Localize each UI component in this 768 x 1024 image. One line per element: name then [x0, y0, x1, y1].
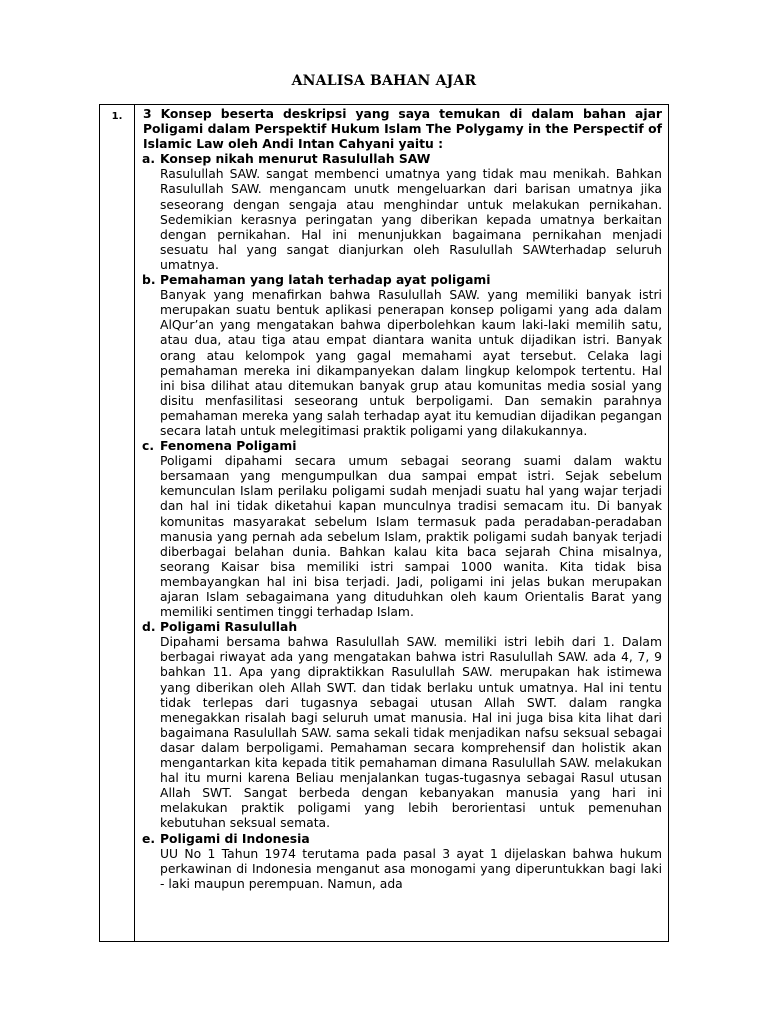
section-heading: Poligami di Indonesia: [160, 831, 310, 846]
section-body: Rasulullah SAW. sangat membenci umatnya yang tidak mau menikah. Bahkan Rasulullah SAW. mengancam unutk mengeluarkan dari barisan umatnya jika seseorang dengan sengaja atau menghindar untuk melakukan pernikahan. Sedemikian kerasnya peringatan yang diberikan kepada umatnya berkaitan dengan pernikahan. Hal ini menunjukkan bagaimana pernikahan menjadi sesuatu hal yang sangat dianjurkan oleh Rasulullah SAWterhadap seluruh umatnya.: [160, 167, 662, 272]
section-body: Dipahami bersama bahwa Rasulullah SAW. memiliki istri lebih dari 1. Dalam berbagai riwayat ada yang mengatakan bahwa istri Rasulullah SAW. ada 4, 7, 9 bahkan 11. Apa yang dipraktikkan Rasulullah SAW. merupakan hak istimewa yang diberikan oleh Allah SWT. dan tidak berlaku untuk umatnya. Hal ini tentu tidak terlepas dari tugasnya sebagai utusan Allah SWT. dalam rangka menegakkan risalah bagi seluruh umat manusia. Hal ini juga bisa kita lihat dari bagaimana Rasulullah SAW. sama sekali tidak menjadikan nafsu seksual sebagai dasar dalam berpoligami. Pemahaman secara komprehensif dan holistik akan mengantarkan kita kepada titik pemahaman dimana Rasulullah SAW. melakukan hal itu murni karena Beliau menjalankan tugas-tugasnya sebagai Rasul utusan Allah SWT. Sangat berbeda dengan kebanyakan manusia yang hari ini melakukan praktik poligami yang lebih berorientasi untuk pemenuhan kebutuhan seksual semata.: [160, 635, 662, 831]
section-body: UU No 1 Tahun 1974 terutama pada pasal 3 ayat 1 dijelaskan bahwa hukum perkawinan di Indonesia menganut asa monogami yang diperuntukkan bagi laki - laki maupun perempuan. Namun, ada: [160, 846, 662, 891]
section-body: Poligami dipahami secara umum sebagai seorang suami dalam waktu bersamaan yang mengumpulkan dua sampai empat istri. Sejak sebelum kemunculan Islam perilaku poligami sudah menjadi suatu hal yang wajar terjadi dan hal ini tidak diketahui kapan munculnya tradisi semacam itu. Di banyak komunitas masyarakat sebelum Islam termasuk pada peradaban-peradaban manusia yang pernah ada sebelum Islam, praktik poligami sudah banyak terjadi diberbagai belahan dunia. Bahkan kalau kita baca sejarah China misalnya, seorang Kaisar bisa memiliki istri sampai 1000 wanita. Kita tidak bisa membayangkan hal ini bisa terjadi. Jadi, poligami ini jelas bukan merupakan ajaran Islam sebagaimana yang dituduhkan oleh kaum Orientalis Barat yang memiliki sentimen tinggi terhadap Islam.: [160, 454, 662, 620]
section-label: b.: [142, 273, 156, 288]
section-label: a.: [142, 152, 156, 167]
document-title: ANALISA BAHAN AJAR: [291, 73, 477, 89]
section-b: [143, 273, 662, 439]
section-body: Banyak yang menafirkan bahwa Rasulullah SAW. yang memiliki banyak istri merupakan suatu bentuk aplikasi penerapan konsep poligami yang ada dalam AlQur’an yang mengatakan bahwa diperbolehkan kaum laki-laki memilih satu, atau dua, atau tiga atau empat diantara wanita untuk dijadikan istri. Banyak orang atau kelompok yang gagal memahami ayat tersebut. Celaka lagi pemahaman mereka ini dikampanyekan dalam lingkup kelompok tertentu. Hal ini bisa dilihat atau ditemukan banyak grup atau komunitas media sosial yang disitu menfasilitasi seseorang untuk berpoligami. Dan semakin parahnya pemahaman mereka yang salah terhadap ayat itu kemudian dijadikan pegangan secara latah untuk melegitimasi praktik poligami yang dilakukannya.: [160, 288, 662, 438]
row-number: 1.: [111, 111, 123, 122]
section-a: [143, 152, 662, 273]
row-content: [143, 107, 662, 892]
section-d: [143, 620, 662, 831]
column-divider: [134, 105, 135, 941]
section-label: d.: [142, 620, 156, 635]
section-e: [143, 832, 662, 892]
analysis-table: [99, 104, 669, 942]
section-label: e.: [142, 831, 156, 846]
section-heading: Konsep nikah menurut Rasulullah SAW: [160, 152, 431, 167]
section-heading: Pemahaman yang latah terhadap ayat poligami: [160, 273, 491, 288]
section-c: [143, 439, 662, 620]
section-heading: Fenomena Poligami: [160, 439, 297, 454]
section-heading: Poligami Rasulullah: [160, 620, 298, 635]
section-label: c.: [142, 439, 155, 454]
intro-paragraph: 3 Konsep beserta deskripsi yang saya temukan di dalam bahan ajar Poligami dalam Perspektif Hukum Islam The Polygamy in the Perspectif of Islamic Law oleh Andi Intan Cahyani yaitu :: [143, 107, 662, 152]
